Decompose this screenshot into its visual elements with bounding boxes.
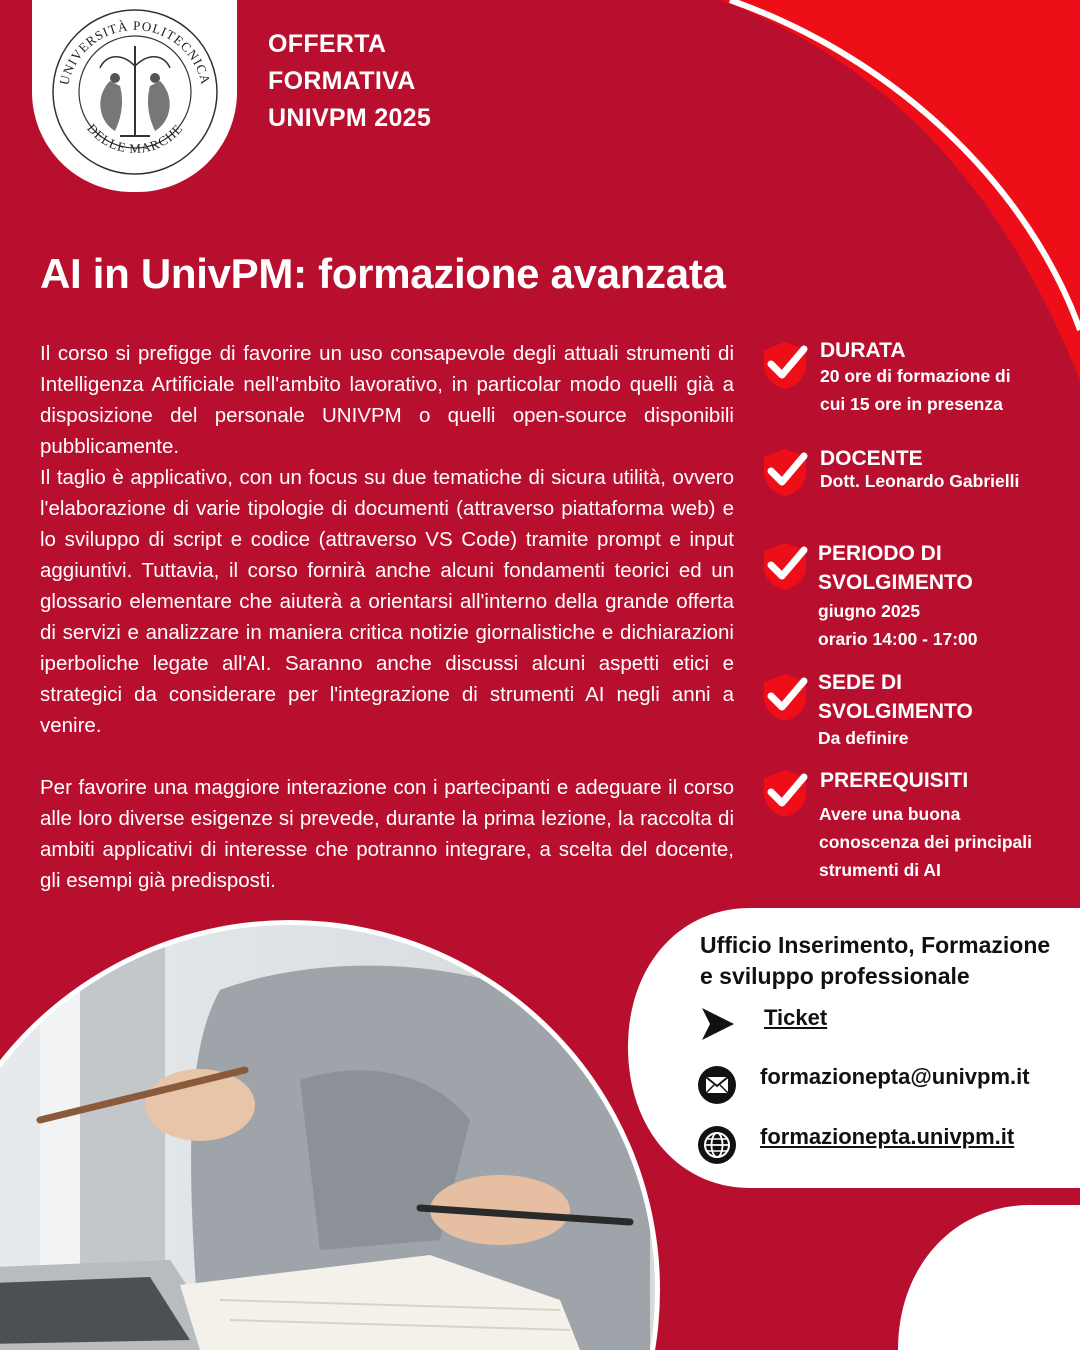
email-address[interactable]: formazionepta@univpm.it	[760, 1064, 1030, 1089]
durata-label: DURATA	[820, 339, 906, 362]
prerequisiti-label: PREREQUISITI	[820, 769, 969, 792]
check-shield-icon	[762, 768, 808, 818]
send-arrow-icon	[700, 1006, 736, 1042]
prerequisiti-line-1: Avere una buona	[819, 804, 961, 824]
periodo-date: giugno 2025	[818, 601, 921, 621]
ticket-label[interactable]: Ticket	[764, 1005, 828, 1030]
contact-title-line-1: Ufficio Inserimento, Formazione	[700, 932, 1051, 958]
docente-label: DOCENTE	[820, 447, 923, 470]
globe-icon	[697, 1125, 737, 1165]
page-title: AI in UnivPM: formazione avanzata	[40, 250, 726, 297]
sede-value: Da definire	[818, 728, 909, 748]
periodo-label-1: PERIODO DI	[818, 542, 942, 565]
sede-label-1: SEDE DI	[818, 671, 903, 694]
header-line-2: FORMATIVA	[268, 67, 416, 95]
description-paragraph-2: Il taglio è applicativo, con un focus su due tematiche di sicura utilità, ovvero l'elaborazione di varie tipologie di documenti (attraverso piattaforma web) e lo sviluppo di script e codice (attraverso VS Code) tramite prompt e input aggiuntivi. Tuttavia, il corso fornirà anche alcuni fondamenti teorici ed un glossario elementare che aiuterà a orientarsi all'interno della grande offerta di servizi e analizzare in maniera critica notizie giornalistiche e dichiarazioni iperboliche legate all'AI. Saranno anche discussi alcuni aspetti etici e strategici da considerare per l'integrazione di strumenti AI negli anni a venire.	[40, 466, 734, 737]
header-line-1: OFFERTA	[268, 30, 387, 58]
envelope-icon	[697, 1065, 737, 1105]
prerequisiti-line-3: strumenti di AI	[819, 860, 941, 880]
check-shield-icon	[762, 672, 808, 722]
header-line-3: UNIVPM 2025	[268, 104, 432, 132]
check-shield-icon	[762, 340, 808, 390]
periodo-label-2: SVOLGIMENTO	[818, 571, 973, 594]
check-shield-icon	[762, 541, 808, 591]
durata-line-2: cui 15 ore in presenza	[820, 394, 1003, 414]
periodo-time: orario 14:00 - 17:00	[818, 629, 978, 649]
university-seal-icon	[50, 6, 220, 178]
sede-label-2: SVOLGIMENTO	[818, 700, 973, 723]
contact-title-line-2: e sviluppo professionale	[700, 963, 970, 989]
university-logo	[32, 0, 237, 192]
check-shield-icon	[762, 447, 808, 497]
docente-name: Dott. Leonardo Gabrielli	[820, 471, 1020, 491]
contact-office-title	[700, 930, 1050, 992]
description-paragraph-3: Per favorire una maggiore interazione con i partecipanti e adeguare il corso alle loro diverse esigenze si prevede, durante la prima lezione, la raccolta di ambiti applicativi di interesse che potranno integrare, a scelta del docente, gli esempi già predisposti.	[40, 776, 734, 892]
description-paragraph-1: Il corso si prefigge di favorire un uso consapevole degli attuali strumenti di Intelligenza Artificiale nell'ambito lavorativo, in particolar modo quelli già a disposizione del personale UNIVPM o quelli open-source disponibili pubblicamente.	[40, 342, 734, 458]
svg-text:DELLE MARCHE: DELLE MARCHE	[84, 120, 186, 156]
website-url[interactable]: formazionepta.univpm.it	[760, 1124, 1015, 1149]
prerequisiti-line-2: conoscenza dei principali	[819, 832, 1032, 852]
durata-line-1: 20 ore di formazione di	[820, 366, 1011, 386]
course-description	[40, 338, 734, 896]
svg-text:UNIVERSITÀ POLITECNICA: UNIVERSITÀ POLITECNICA	[56, 17, 214, 87]
offer-header	[268, 26, 431, 137]
